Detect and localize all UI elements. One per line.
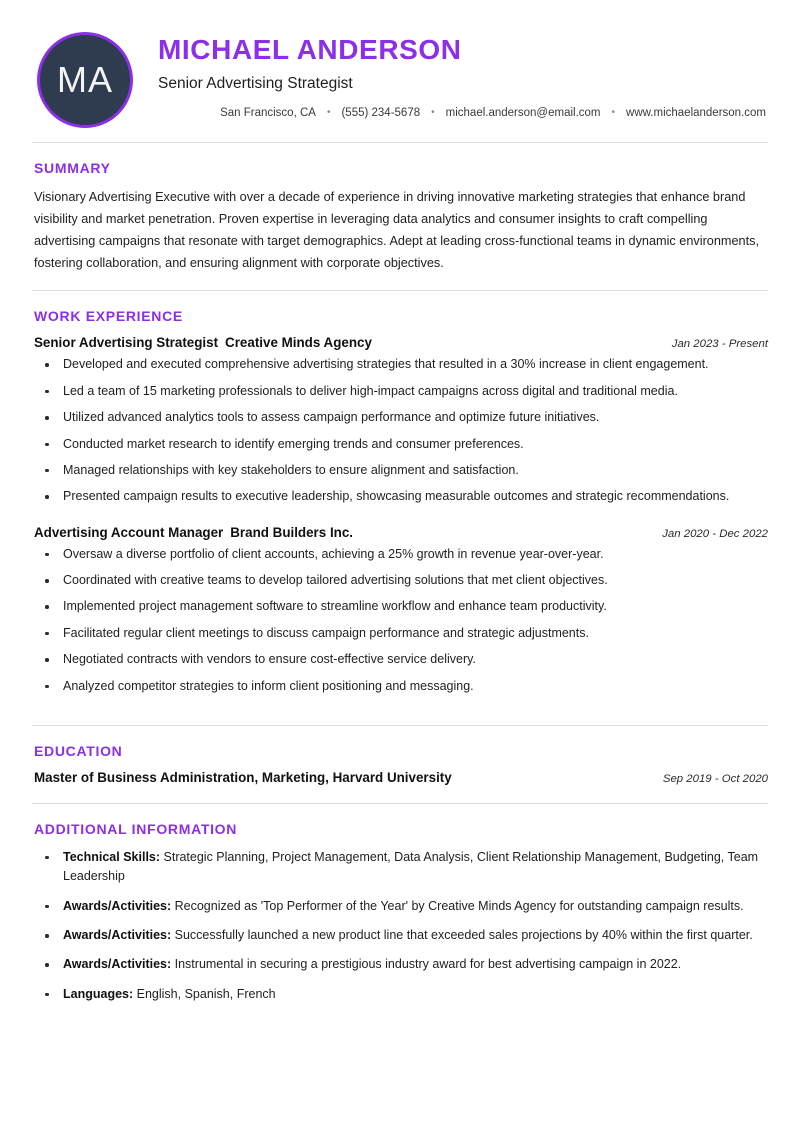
list-item: Oversaw a diverse portfolio of client accounts, achieving a 25% growth in revenue year-over-year. (45, 545, 768, 564)
info-label: Technical Skills: (63, 849, 161, 864)
list-item (45, 848, 768, 887)
list-item (45, 897, 768, 916)
experience-entry (32, 525, 768, 696)
experience-entry (32, 335, 768, 506)
experience-role: Advertising Account Manager (34, 524, 224, 540)
education-degree: Master of Business Administration, Marketing, Harvard University (34, 769, 452, 785)
experience-role: Senior Advertising Strategist (34, 335, 219, 351)
list-item: Coordinated with creative teams to develop tailored advertising solutions that met client objectives. (45, 571, 768, 590)
list-item: Utilized advanced analytics tools to assess campaign performance and optimize future initiatives. (45, 408, 768, 427)
experience-entry-header (34, 525, 768, 540)
header-subtitle: Senior Advertising Strategist (158, 75, 353, 93)
experience-title-line (34, 525, 353, 540)
section-education (32, 726, 768, 785)
info-label: Awards/Activities: (63, 898, 172, 913)
list-item: Led a team of 15 marketing professionals to deliver high-impact campaigns across digital and traditional media. (45, 382, 768, 401)
contact-location: San Francisco, CA (220, 106, 316, 119)
experience-title-line (34, 335, 372, 350)
resume-header (32, 0, 768, 142)
info-value: Successfully launched a new product line that exceeded sales projections by 40% within the first quarter. (171, 928, 753, 942)
section-title-summary: SUMMARY (34, 160, 111, 176)
list-item (45, 955, 768, 974)
contact-phone[interactable]: (555) 234-5678 (341, 106, 421, 119)
experience-entry-header (34, 335, 768, 350)
section-summary (32, 143, 768, 274)
list-item: Facilitated regular client meetings to discuss campaign performance and strategic adjustments. (45, 624, 768, 643)
experience-company: Creative Minds Agency (225, 335, 372, 351)
experience-dates: Jan 2020 - Dec 2022 (662, 527, 768, 540)
info-value: Instrumental in securing a prestigious industry award for best advertising campaign in 2022. (171, 957, 682, 972)
page-title: MICHAEL ANDERSON (158, 34, 462, 65)
additional-info-list (32, 848, 768, 1004)
contact-website[interactable]: www.michaelanderson.com (626, 106, 766, 119)
list-item: Negotiated contracts with vendors to ensure cost-effective service delivery. (45, 650, 768, 669)
info-label: Awards/Activities: (63, 957, 172, 972)
section-work-experience (32, 291, 768, 696)
avatar (37, 32, 133, 128)
list-item (45, 985, 768, 1004)
experience-bullet-list (32, 545, 768, 696)
section-additional-information (32, 804, 768, 1004)
experience-company: Brand Builders Inc. (230, 524, 354, 540)
header-text-block (133, 30, 768, 119)
info-value: Recognized as 'Top Performer of the Year' by Creative Minds Agency for outstanding campaign results. (171, 898, 744, 913)
contact-email[interactable]: michael.anderson@email.com (445, 106, 601, 119)
contact-separator-icon: • (326, 107, 331, 119)
contact-row (158, 107, 768, 119)
spacer (32, 703, 768, 725)
education-entry (34, 770, 768, 785)
info-label: Languages: (63, 986, 134, 1001)
experience-bullet-list (32, 355, 768, 506)
section-title-education: EDUCATION (34, 742, 123, 759)
summary-text: Visionary Advertising Executive with over a decade of experience in driving innovative marketing strategies that enhance brand visibility and market penetration. Proven expertise in leveraging data analytics and consumer insights to craft compelling advertising campaigns that resonate with target demographics. Adept at leading cross-functional teams in dynamic environments, fostering collaboration, and ensuring alignment with corporate objectives. (34, 190, 759, 270)
education-dates: Sep 2019 - Oct 2020 (662, 772, 768, 785)
section-title-work-experience: WORK EXPERIENCE (34, 308, 183, 325)
contact-separator-icon: • (431, 107, 435, 119)
avatar-initials: MA (57, 59, 113, 100)
list-item: Analyzed competitor strategies to inform client positioning and messaging. (45, 677, 768, 696)
list-item: Implemented project management software to streamline workflow and enhance team productivity. (45, 597, 768, 616)
list-item: Conducted market research to identify emerging trends and consumer preferences. (45, 435, 768, 454)
info-value: English, Spanish, French (133, 986, 276, 1001)
experience-dates: Jan 2023 - Present (671, 338, 768, 351)
contact-separator-icon: • (611, 107, 616, 119)
list-item (45, 926, 768, 945)
list-item: Managed relationships with key stakeholders to ensure alignment and satisfaction. (45, 461, 768, 480)
list-item: Developed and executed comprehensive advertising strategies that resulted in a 30% increase in client engagement. (45, 355, 768, 374)
info-value: Strategic Planning, Project Management, Data Analysis, Client Relationship Management, Budgeting, Team Leadership (63, 849, 759, 884)
info-label: Awards/Activities: (63, 928, 172, 942)
section-title-additional-information: ADDITIONAL INFORMATION (34, 820, 238, 837)
list-item: Presented campaign results to executive leadership, showcasing measurable outcomes and strategic recommendations. (45, 487, 768, 506)
